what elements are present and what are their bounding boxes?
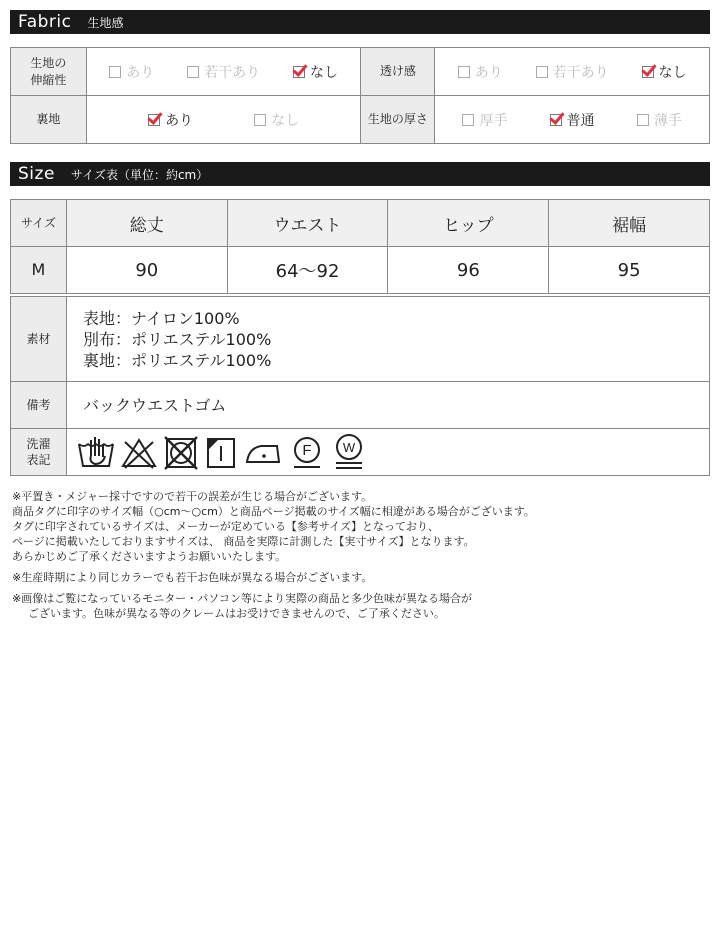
remarks-value: バックウエストゴム <box>67 382 710 429</box>
note-line: あらかじめご了承くださいますようお願いいたします。 <box>12 550 287 563</box>
thickness-options <box>435 96 710 144</box>
thickness-option-thin: 薄手 <box>637 110 682 130</box>
note-line: ページに掲載いたしておりますサイズは、 商品を実際に計測した【実寸サイズ】となります。 <box>12 535 475 548</box>
checkbox-icon <box>254 114 266 126</box>
size-label-m: M <box>11 247 67 294</box>
note-line: ございます。色味が異なる等のクレームはお受けできませんので、ご了承ください。 <box>28 607 445 620</box>
size-section-bar <box>10 162 710 186</box>
size-header-hem-width: 裾幅 <box>549 200 710 247</box>
lining-option-no: なし <box>254 110 299 130</box>
checkmark-icon <box>642 66 654 78</box>
stretch-option-none: なし <box>293 62 338 82</box>
size-header-waist: ウエスト <box>227 200 388 247</box>
line-dry-icon <box>205 434 237 470</box>
size-value-length: 90 <box>66 247 227 294</box>
notes <box>12 489 712 621</box>
stretch-options <box>86 48 361 96</box>
size-value-waist: 64〜92 <box>227 247 388 294</box>
no-bleach-icon <box>121 434 157 470</box>
size-table <box>10 199 710 294</box>
svg-text:W: W <box>342 440 356 455</box>
note-line: ※生産時期により同じカラーでも若干お色味が異なる場合がございます。 <box>12 571 373 584</box>
svg-text:F: F <box>302 442 312 459</box>
material-line-outer: 表地：ナイロン100% <box>83 308 240 328</box>
size-value-hip: 96 <box>388 247 549 294</box>
fabric-section-bar <box>10 10 710 34</box>
sheer-option-yes: あり <box>458 62 503 82</box>
lining-options <box>86 96 361 144</box>
size-value-hem-width: 95 <box>549 247 710 294</box>
sheer-label: 透け感 <box>361 48 435 96</box>
size-title-jp: サイズ表（単位：約cm） <box>70 167 209 182</box>
fabric-title-jp: 生地感 <box>87 15 124 30</box>
checkbox-icon <box>458 66 470 78</box>
table-row <box>11 247 710 294</box>
note-line: ※平置き・メジャー採寸ですので若干の誤差が生じる場合がございます。 <box>12 490 373 503</box>
lining-option-yes: あり <box>148 110 193 130</box>
note-line: タグに印字されているサイズは、メーカーが定めている【参考サイズ】となっており、 <box>12 520 440 533</box>
material-line-lining: 裏地：ポリエステル100% <box>83 350 272 370</box>
note-line: ※画像はご覧になっているモニター・パソコン等により実際の商品と多少色味が異なる場合が <box>12 592 472 605</box>
checkmark-icon <box>148 114 160 126</box>
sheer-option-none: なし <box>642 62 687 82</box>
thickness-option-thick: 厚手 <box>462 110 507 130</box>
checkbox-icon <box>109 66 121 78</box>
size-header-hip: ヒップ <box>388 200 549 247</box>
remarks-label: 備考 <box>11 382 67 429</box>
hand-wash-icon <box>77 434 115 470</box>
material-line-separate: 別布：ポリエステル100% <box>83 329 272 349</box>
checkbox-icon <box>536 66 548 78</box>
size-corner-label: サイズ <box>11 200 67 247</box>
lining-label: 裏地 <box>11 96 87 144</box>
size-header-length: 総丈 <box>66 200 227 247</box>
wet-clean-w-icon <box>331 433 367 471</box>
detail-table <box>10 296 710 476</box>
checkmark-icon <box>293 66 305 78</box>
stretch-option-slight: 若干あり <box>187 62 260 82</box>
iron-low-icon <box>243 434 283 470</box>
sheer-options <box>435 48 710 96</box>
checkbox-icon <box>187 66 199 78</box>
material-values <box>67 297 710 382</box>
material-label: 素材 <box>11 297 67 382</box>
thickness-label: 生地の厚さ <box>361 96 435 144</box>
checkbox-icon <box>462 114 474 126</box>
care-label: 洗濯 表記 <box>11 429 67 476</box>
stretch-label: 生地の 伸縮性 <box>11 48 87 96</box>
fabric-title-en: Fabric <box>18 12 72 32</box>
no-tumble-dry-icon <box>163 434 199 470</box>
size-title-en: Size <box>18 164 55 184</box>
checkbox-icon <box>637 114 649 126</box>
checkmark-icon <box>550 114 562 126</box>
care-icons <box>67 429 710 476</box>
stretch-option-yes: あり <box>109 62 154 82</box>
dry-clean-f-icon <box>289 434 325 470</box>
thickness-option-normal: 普通 <box>550 110 595 130</box>
sheer-option-slight: 若干あり <box>536 62 609 82</box>
note-line: 商品タグに印字のサイズ幅（○cm〜○cm）と商品ページ掲載のサイズ幅に相違がある場合がございます。 <box>12 505 535 518</box>
fabric-table <box>10 47 710 144</box>
